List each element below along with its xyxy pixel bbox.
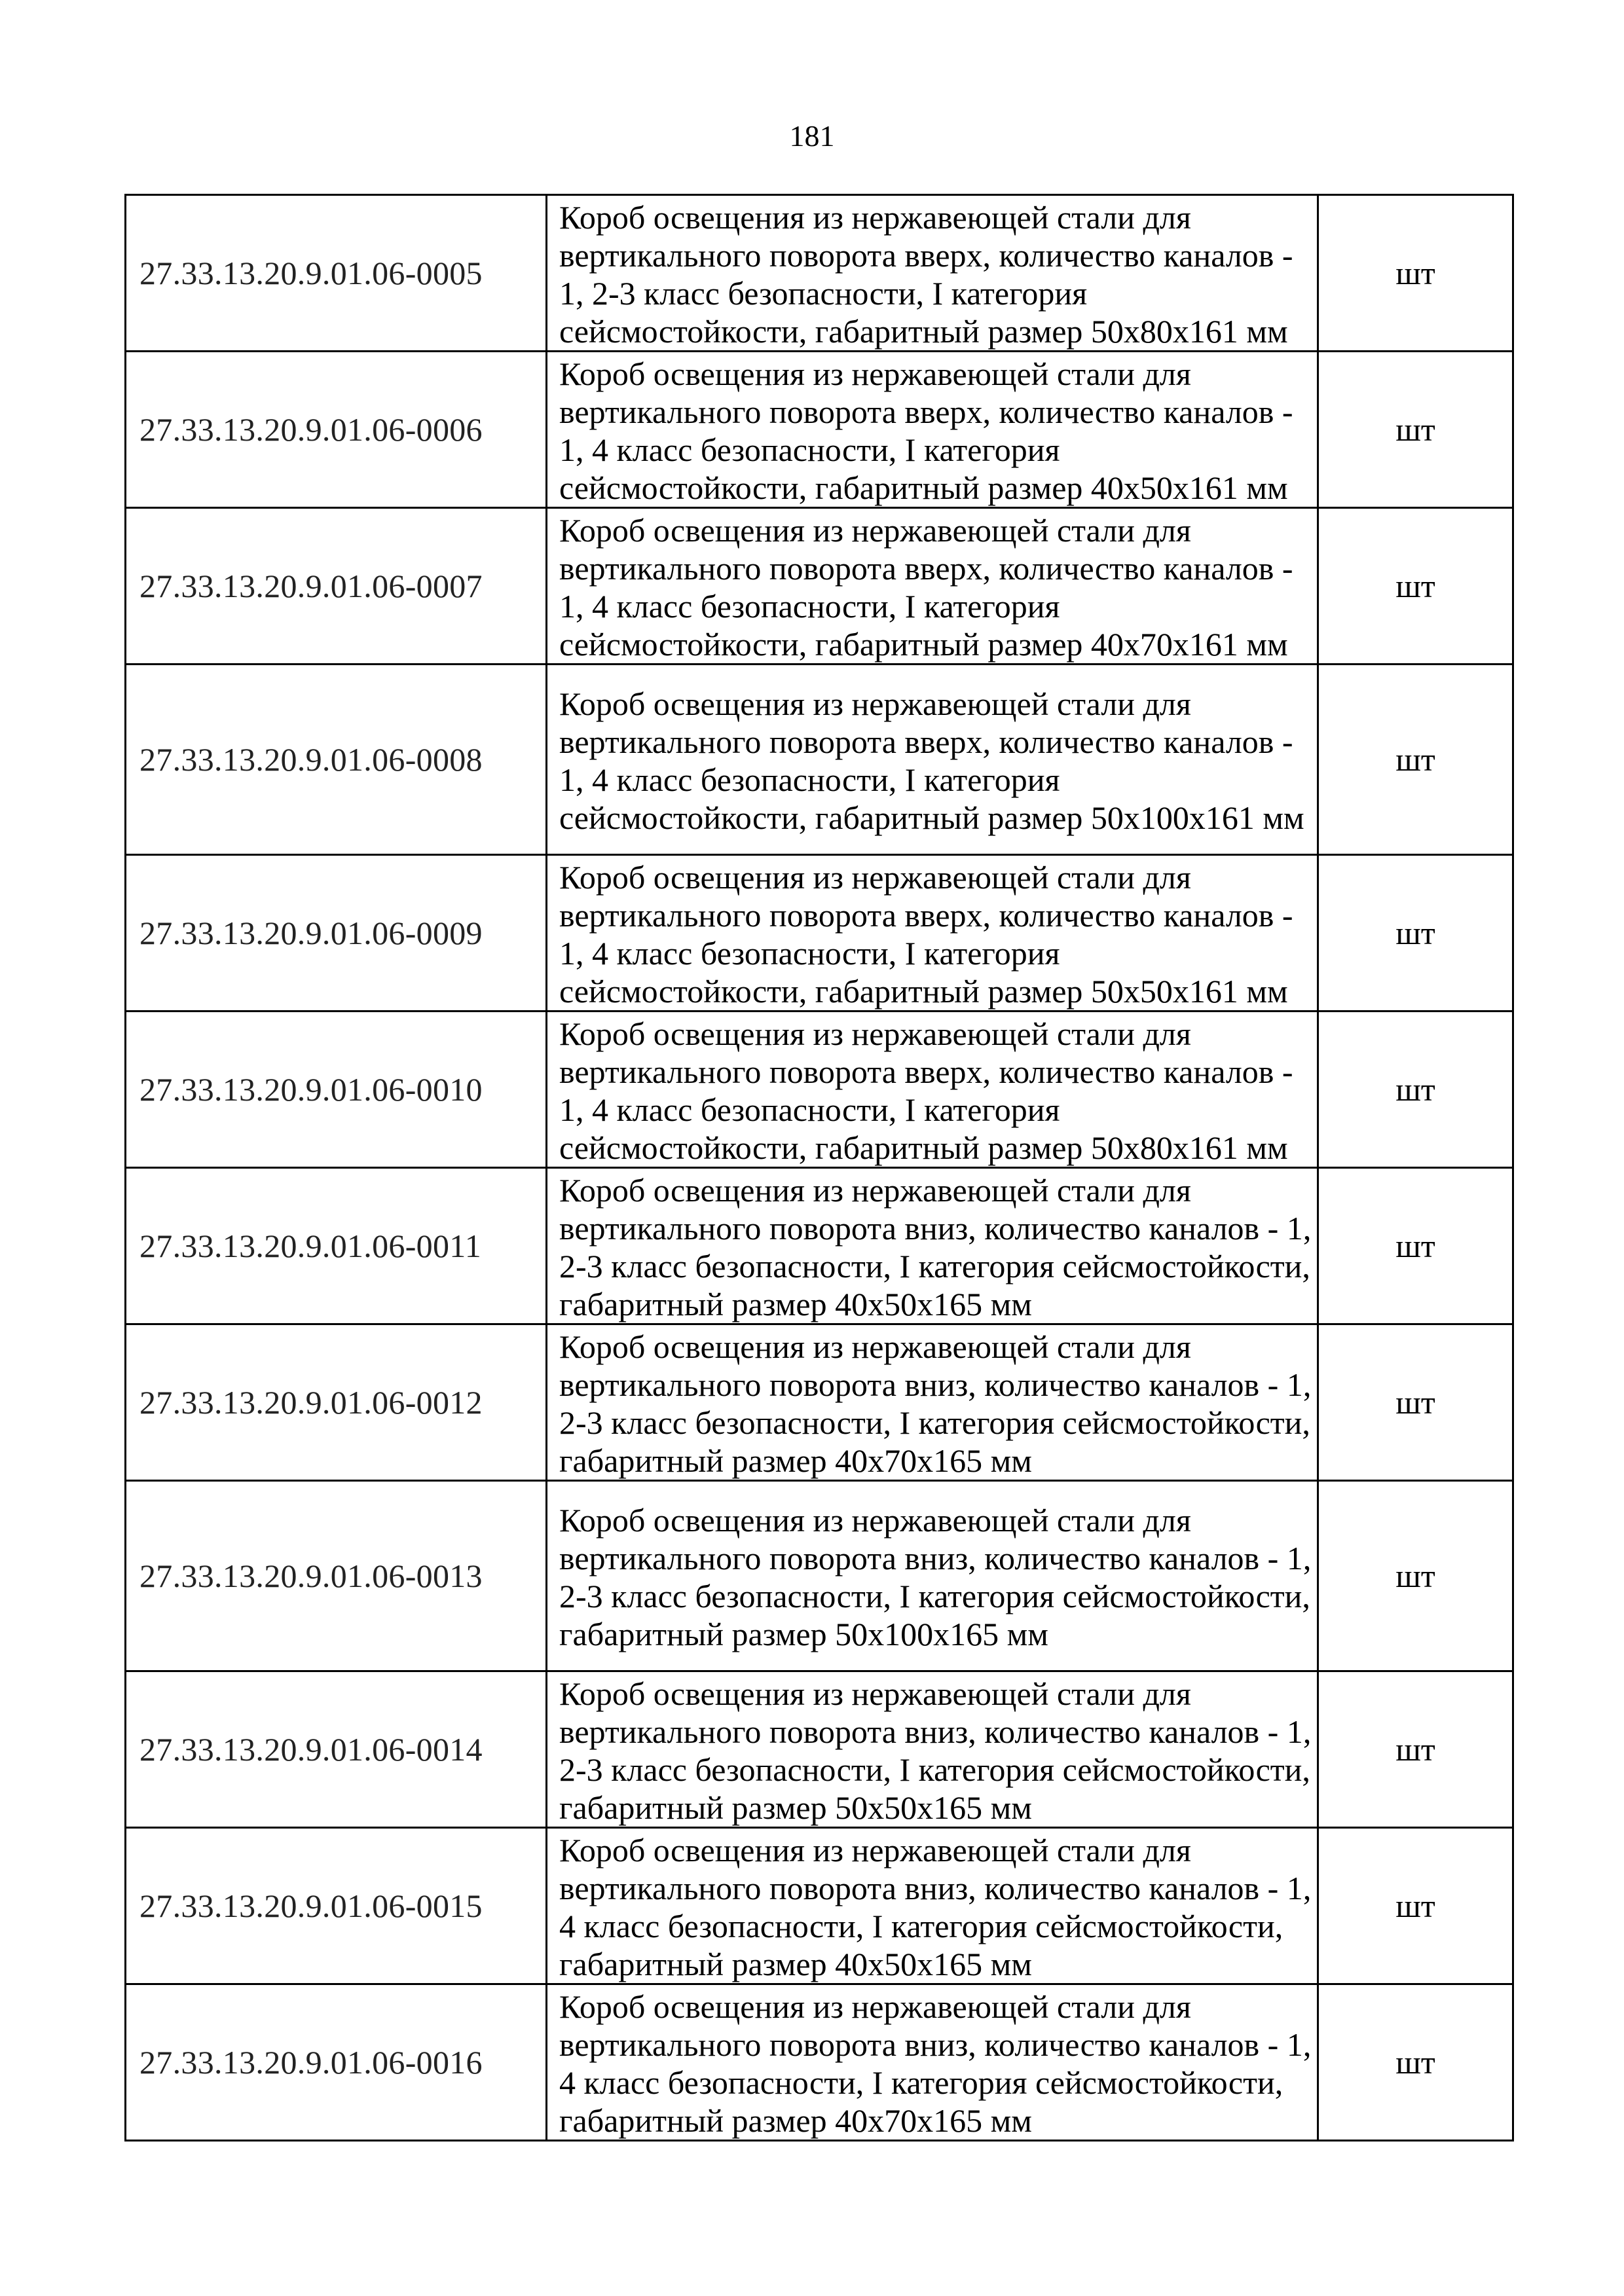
item-unit: шт bbox=[1318, 352, 1513, 508]
item-code: 27.33.13.20.9.01.06-0007 bbox=[126, 508, 547, 665]
item-code: 27.33.13.20.9.01.06-0012 bbox=[126, 1324, 547, 1481]
item-name: Короб освещения из нержавеющей стали для вертикального поворота вверх, количество каналов - 1, 4 класс безопасности, I категория сейсмостойкости, габаритный размер 40х70х161 мм bbox=[547, 508, 1318, 665]
item-unit: шт bbox=[1318, 1828, 1513, 1984]
item-unit: шт bbox=[1318, 1984, 1513, 2141]
item-name: Короб освещения из нержавеющей стали для вертикального поворота вниз, количество каналов - 1, 2-3 класс безопасности, I категория сейсмостойкости, габаритный размер 40х50х165 мм bbox=[547, 1168, 1318, 1324]
item-unit: шт bbox=[1318, 1011, 1513, 1168]
item-name: Короб освещения из нержавеющей стали для вертикального поворота вниз, количество каналов - 1, 2-3 класс безопасности, I категория сейсмостойкости, габаритный размер 50х100х165 мм bbox=[547, 1481, 1318, 1671]
item-code: 27.33.13.20.9.01.06-0011 bbox=[126, 1168, 547, 1324]
items-table bbox=[124, 194, 1514, 2141]
item-code: 27.33.13.20.9.01.06-0015 bbox=[126, 1828, 547, 1984]
item-unit: шт bbox=[1318, 1671, 1513, 1828]
table-row bbox=[126, 855, 1513, 1011]
table-row bbox=[126, 1481, 1513, 1671]
item-unit: шт bbox=[1318, 665, 1513, 855]
items-table-body bbox=[126, 195, 1513, 2141]
table-row bbox=[126, 508, 1513, 665]
item-unit: шт bbox=[1318, 1168, 1513, 1324]
item-name: Короб освещения из нержавеющей стали для вертикального поворота вниз, количество каналов - 1, 2-3 класс безопасности, I категория сейсмостойкости, габаритный размер 40х70х165 мм bbox=[547, 1324, 1318, 1481]
table-row bbox=[126, 665, 1513, 855]
table-row bbox=[126, 1671, 1513, 1828]
item-code: 27.33.13.20.9.01.06-0013 bbox=[126, 1481, 547, 1671]
item-name: Короб освещения из нержавеющей стали для вертикального поворота вниз, количество каналов - 1, 4 класс безопасности, I категория сейсмостойкости, габаритный размер 40х50х165 мм bbox=[547, 1828, 1318, 1984]
item-code: 27.33.13.20.9.01.06-0009 bbox=[126, 855, 547, 1011]
item-name: Короб освещения из нержавеющей стали для вертикального поворота вверх, количество каналов - 1, 4 класс безопасности, I категория сейсмостойкости, габаритный размер 40х50х161 мм bbox=[547, 352, 1318, 508]
item-unit: шт bbox=[1318, 195, 1513, 352]
item-name: Короб освещения из нержавеющей стали для вертикального поворота вниз, количество каналов - 1, 4 класс безопасности, I категория сейсмостойкости, габаритный размер 40х70х165 мм bbox=[547, 1984, 1318, 2141]
item-code: 27.33.13.20.9.01.06-0014 bbox=[126, 1671, 547, 1828]
table-row bbox=[126, 1168, 1513, 1324]
table-row bbox=[126, 1324, 1513, 1481]
item-unit: шт bbox=[1318, 855, 1513, 1011]
item-name: Короб освещения из нержавеющей стали для вертикального поворота вниз, количество каналов - 1, 2-3 класс безопасности, I категория сейсмостойкости, габаритный размер 50х50х165 мм bbox=[547, 1671, 1318, 1828]
item-name: Короб освещения из нержавеющей стали для вертикального поворота вверх, количество каналов - 1, 4 класс безопасности, I категория сейсмостойкости, габаритный размер 50х50х161 мм bbox=[547, 855, 1318, 1011]
item-unit: шт bbox=[1318, 1481, 1513, 1671]
item-code: 27.33.13.20.9.01.06-0008 bbox=[126, 665, 547, 855]
table-row bbox=[126, 1828, 1513, 1984]
table-row bbox=[126, 352, 1513, 508]
item-code: 27.33.13.20.9.01.06-0005 bbox=[126, 195, 547, 352]
item-code: 27.33.13.20.9.01.06-0010 bbox=[126, 1011, 547, 1168]
item-code: 27.33.13.20.9.01.06-0006 bbox=[126, 352, 547, 508]
table-row bbox=[126, 1984, 1513, 2141]
item-name: Короб освещения из нержавеющей стали для вертикального поворота вверх, количество каналов - 1, 4 класс безопасности, I категория сейсмостойкости, габаритный размер 50х100х161 мм bbox=[547, 665, 1318, 855]
table-row bbox=[126, 1011, 1513, 1168]
item-unit: шт bbox=[1318, 508, 1513, 665]
item-name: Короб освещения из нержавеющей стали для вертикального поворота вверх, количество каналов - 1, 2-3 класс безопасности, I категория сейсмостойкости, габаритный размер 50х80х161 мм bbox=[547, 195, 1318, 352]
table-row bbox=[126, 195, 1513, 352]
item-unit: шт bbox=[1318, 1324, 1513, 1481]
item-name: Короб освещения из нержавеющей стали для вертикального поворота вверх, количество каналов - 1, 4 класс безопасности, I категория сейсмостойкости, габаритный размер 50х80х161 мм bbox=[547, 1011, 1318, 1168]
item-code: 27.33.13.20.9.01.06-0016 bbox=[126, 1984, 547, 2141]
page-number: 181 bbox=[789, 119, 835, 153]
